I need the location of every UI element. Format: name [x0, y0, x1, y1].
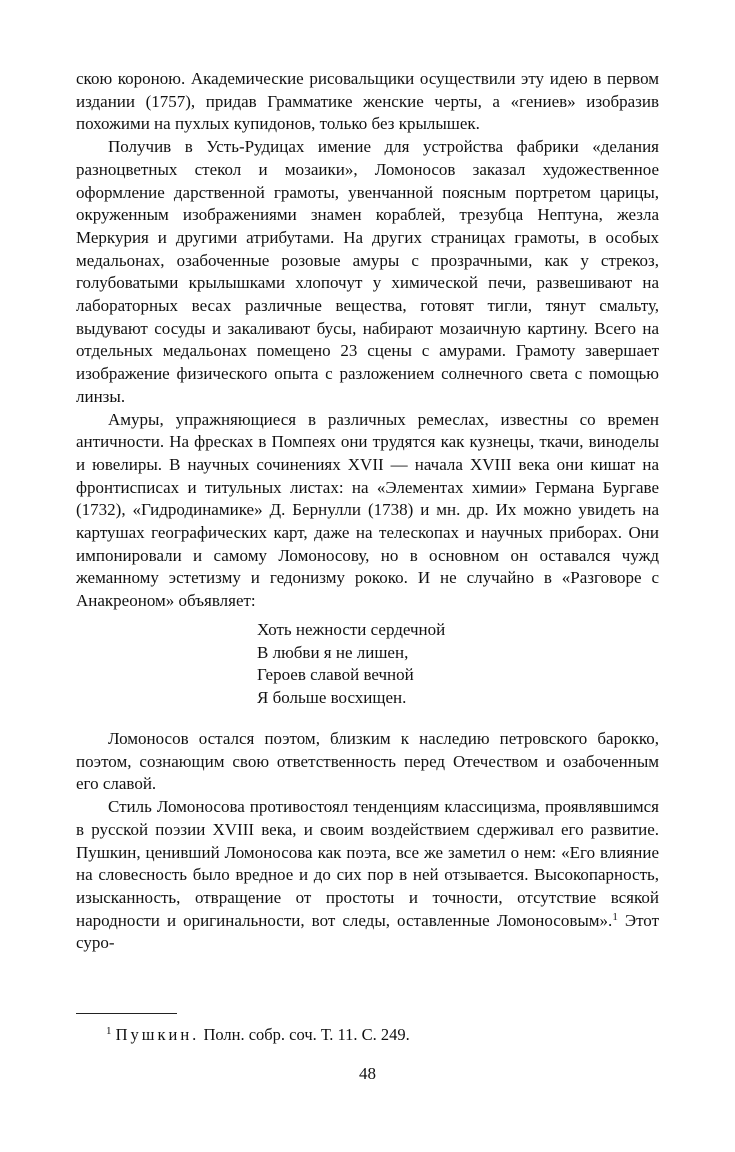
footnote-divider: [76, 1013, 177, 1014]
footnote: [106, 1025, 410, 1045]
footnote-author: Пушкин.: [115, 1025, 200, 1044]
paragraph-amors: Амуры, упражняющиеся в различных ремеслах, известны со времен античности. На фресках в Помпеях они трудятся как кузнецы, ткачи, виноделы и ювелиры. В научных сочинениях XVII — начала XVIII века они кишат на фронтисписах и титульных листах: на «Элементах химии» Германа Бургаве (1732), «Гидродинамике» Д. Бернулли (1738) и мн. др. Их можно увидеть на картушах географических карт, даже на телескопах и научных приборах. Они импонировали и самому Ломоносову, но в основном он оставался чужд жеманному эстетизму и гедонизму рококо. И не случайно в «Разговоре с Анакреоном» объявляет:: [76, 409, 659, 611]
footnote-reference: 1: [612, 910, 618, 923]
paragraph-style: [76, 796, 659, 955]
paragraph-continuation: скою короною. Академические рисовальщики осуществили эту идею в первом издании (1757), придав Грамматике женские черты, а «гениев» изобразив похожими на пухлых купидонов, только без крылышек.: [76, 69, 659, 134]
page-number: 48: [359, 1064, 376, 1083]
footnote-citation: Полн. собр. соч. Т. 11. С. 249.: [199, 1025, 410, 1044]
paragraph-baroque: Ломоносов остался поэтом, близким к наследию петровского барокко, поэтом, сознающим свою ответственность перед Отечеством и озабоченным его славой.: [76, 729, 659, 794]
poem-line: Героев славой вечной: [257, 665, 414, 685]
footnote-marker: 1: [106, 1025, 112, 1037]
paragraph-style-text: Стиль Ломоносова противостоял тенденциям классицизма, проявлявшимся в русской поэзии XVIII века, и своим воздействием сдерживал его развитие. Пушкин, ценивший Ломоносова как поэта, все же заметил о нем: «Его влияние на словесность было вредное и до сих пор в ней отзывается. Высокопарность, изысканность, отвращение от простоты и точности, отсутствие всякой народности и оригинальности, вот следы, оставленные Ломоносовым».: [76, 797, 659, 930]
paragraph-style-tail: Этот суро-: [76, 910, 659, 953]
poem-line: Я больше восхищен.: [257, 688, 407, 708]
paragraph-charter: Получив в Усть-Рудицах имение для устройства фабрики «делания разноцветных стекол и мозаики», Ломоносов заказал художественное оформление дарственной грамоты, увенчанной поясным портретом царицы, окруженным изображениями знамен кораблей, трезубца Нептуна, жезла Меркурия и другими атрибутами. На других страницах грамоты, в особых медальонах, озабоченные розовые амуры с прозрачными, как у стрекоз, голубоватыми крылышками хлопочут у химической печи, развешивают на лабораторных весах различные вещества, готовят тигли, тянут смальту, выдувают сосуды и закаливают бусы, набирают мозаичную картину. Всего на отдельных медальонах помещено 23 сцены с амурами. Грамоту завершает изображение физического опыта с разложением солнечного света с помощью линзы.: [76, 137, 659, 406]
poem-quote: [76, 619, 659, 710]
poem-line: Хоть нежности сердечной: [257, 619, 446, 639]
main-text: [76, 68, 659, 955]
poem-line: В любви я не лишен,: [257, 642, 409, 662]
